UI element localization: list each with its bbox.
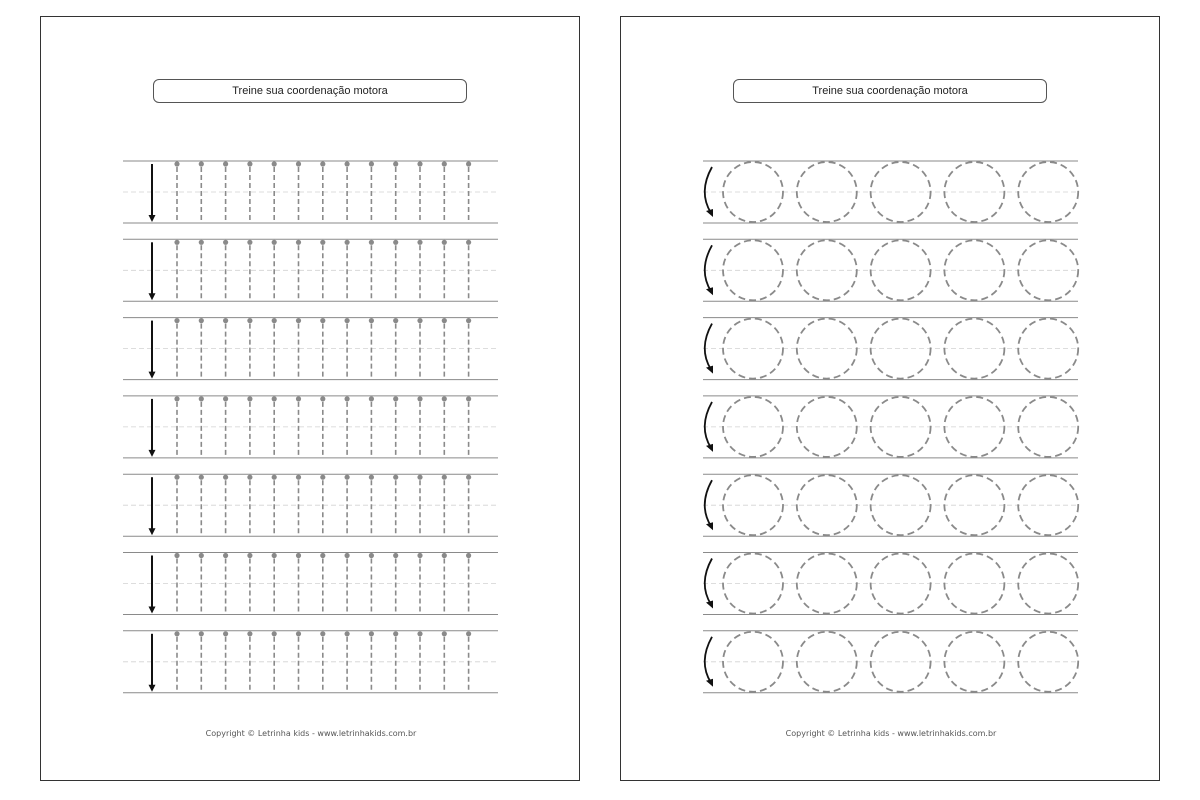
worksheet-title: Treine sua coordenação motora: [733, 79, 1047, 103]
writing-row: [703, 239, 1078, 301]
writing-row: [123, 474, 498, 536]
arrow-down-icon: [149, 164, 156, 222]
arrow-down-icon: [149, 399, 156, 457]
writing-row: [703, 631, 1078, 693]
writing-row: [123, 396, 498, 458]
writing-row: [123, 239, 498, 301]
writing-row: [123, 631, 498, 693]
arrow-down-icon: [149, 242, 156, 300]
writing-row: [703, 553, 1078, 615]
arrow-down-icon: [149, 477, 156, 535]
writing-row: [703, 396, 1078, 458]
worksheet-page-circles: [620, 16, 1160, 781]
copyright-notice: Copyright © Letrinha kids - www.letrinhakids.com.br: [785, 729, 997, 738]
writing-row: [123, 553, 498, 615]
writing-row: [703, 318, 1078, 380]
worksheet-page-vertical-lines: [40, 16, 580, 781]
writing-row: [703, 161, 1078, 223]
copyright-notice: Copyright © Letrinha kids - www.letrinhakids.com.br: [205, 729, 417, 738]
worksheet-title: Treine sua coordenação motora: [153, 79, 467, 103]
arrow-down-icon: [149, 556, 156, 614]
arrow-down-icon: [149, 321, 156, 379]
circles-practice-area: [621, 17, 1161, 782]
vertical-lines-practice-area: [41, 17, 581, 782]
writing-row: [123, 161, 498, 223]
writing-row: [703, 474, 1078, 536]
arrow-down-icon: [149, 634, 156, 692]
writing-row: [123, 318, 498, 380]
